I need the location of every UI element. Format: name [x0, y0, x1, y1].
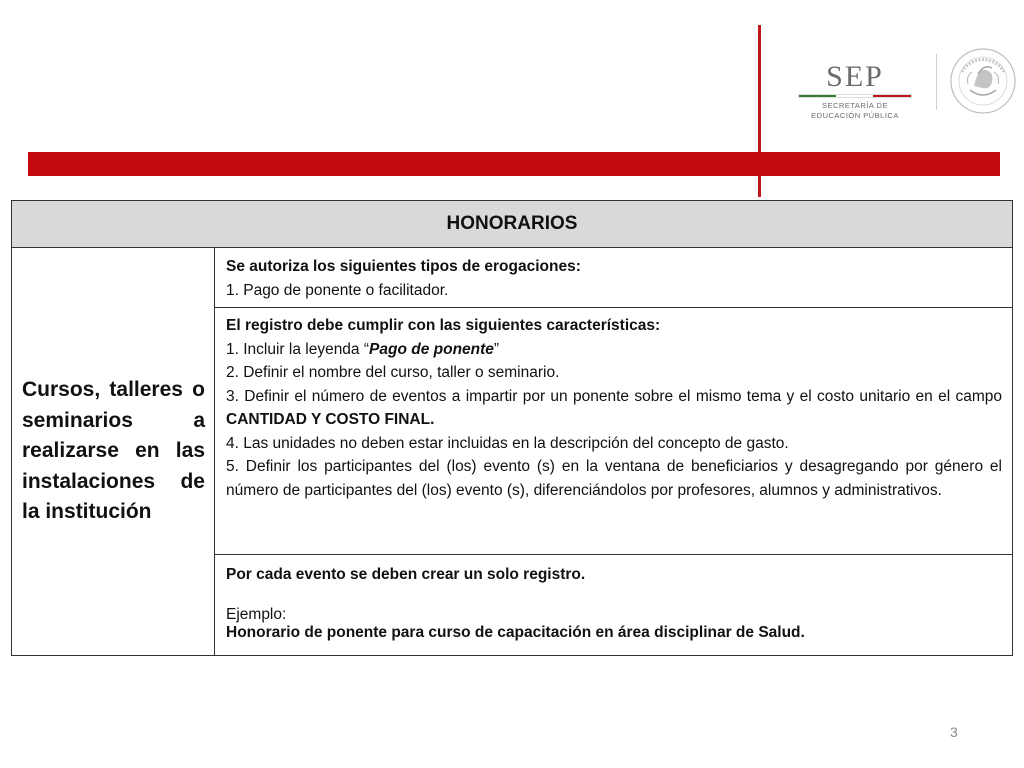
authorized-expenses-heading: Se autoriza los siguientes tipos de erogaciones:: [226, 258, 581, 275]
header-red-band: [28, 152, 1000, 176]
mexican-coat-of-arms-seal-icon: [948, 46, 1018, 116]
sep-logo-tricolor-rule: [798, 94, 912, 98]
example-cell: [215, 555, 1012, 655]
sep-logo-word: SEP: [826, 60, 884, 93]
honorarios-table: [11, 200, 1013, 656]
requirement-item-5: 5. Definir los participantes del (los) evento (s) en la ventana de beneficiarios y desagregando por género el número de participantes del (los) evento (s), diferenciándolos por profesores, alumnos y administrativos.: [226, 458, 1002, 499]
requirement-item-3: [226, 385, 1002, 432]
requirement-item-3-bold: CANTIDAD Y COSTO FINAL.: [226, 411, 435, 428]
requirements-heading: El registro debe cumplir con las siguientes características:: [226, 317, 661, 334]
authorized-expenses-cell: [215, 248, 1012, 308]
authorized-expense-item-1: 1. Pago de ponente o facilitador.: [226, 281, 449, 299]
page-number: 3: [950, 724, 958, 740]
table-left-label-cell: [12, 248, 215, 655]
requirement-item-1-emphasis: Pago de ponente: [369, 340, 494, 358]
single-record-heading: Por cada evento se deben crear un solo registro.: [226, 566, 586, 583]
sep-logo-subtitle-1: SECRETARÍA DE: [822, 101, 888, 110]
table-right-column: [215, 248, 1012, 655]
sep-logo-subtitle-2: EDUCACIÓN PÚBLICA: [811, 111, 899, 120]
logo-divider: [936, 54, 937, 110]
requirement-item-2: 2. Definir el nombre del curso, taller o seminario.: [226, 364, 560, 381]
requirement-item-1-prefix: 1. Incluir la leyenda “: [226, 340, 370, 358]
example-label: Ejemplo:: [226, 605, 287, 623]
table-left-label: Cursos, talleres o seminarios a realizarse en las instalaciones de la institución: [22, 378, 205, 524]
requirement-item-1-suffix: ”: [493, 340, 500, 358]
requirement-item-3-text: 3. Definir el número de eventos a impartir por un ponente sobre el mismo tema y el costo unitario en el campo: [226, 387, 1002, 405]
example-text: Honorario de ponente para curso de capacitación en área disciplinar de Salud.: [226, 623, 805, 641]
requirement-item-1: [226, 338, 1002, 362]
requirement-item-4: 4. Las unidades no deben estar incluidas en la descripción del concepto de gasto.: [226, 434, 789, 452]
sep-logo: [790, 62, 920, 122]
registration-requirements-cell: [215, 308, 1012, 555]
table-title: HONORARIOS: [12, 201, 1012, 248]
